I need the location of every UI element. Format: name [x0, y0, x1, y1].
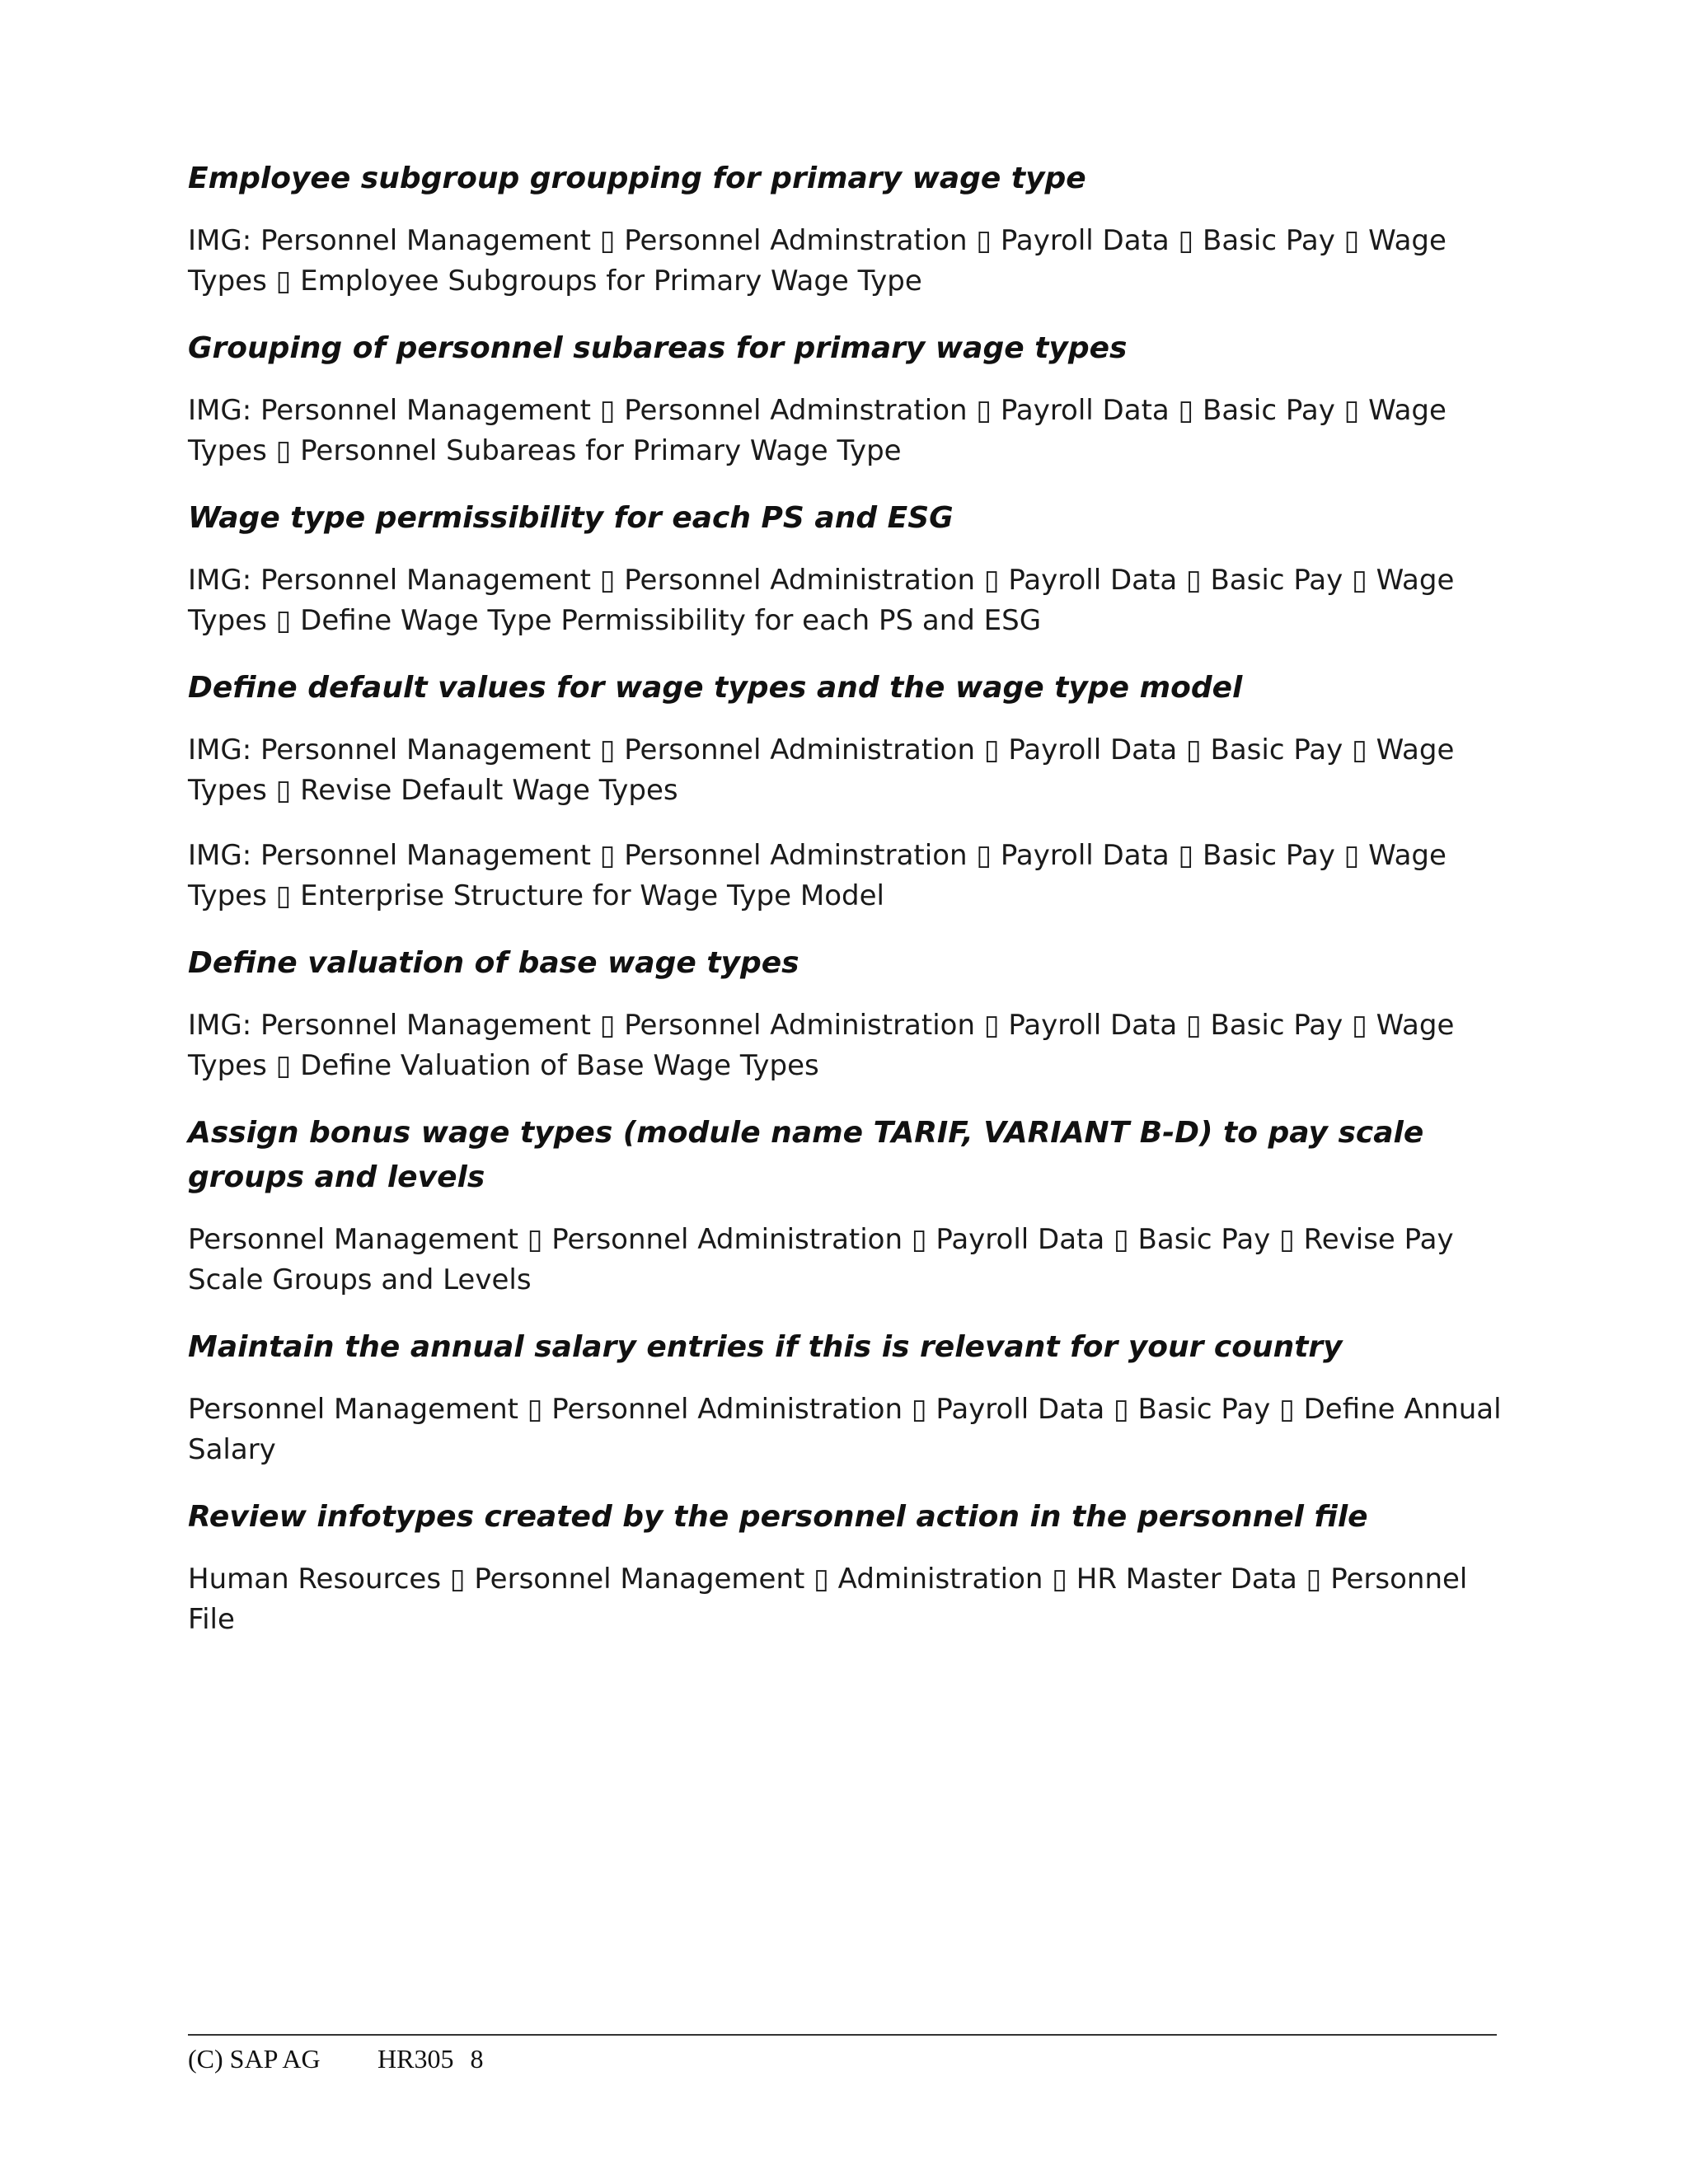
- menu-path: Personnel Management ▯ Personnel Administration ▯ Payroll Data ▯ Basic Pay ▯ Define Annual Salary: [188, 1393, 1502, 1466]
- section: [188, 1111, 1507, 1301]
- menu-path: IMG: Personnel Management ▯ Personnel Administration ▯ Payroll Data ▯ Basic Pay ▯ Wage Types ▯ Revise Default Wage Types: [188, 733, 1455, 807]
- section: [188, 1325, 1507, 1470]
- section: [188, 157, 1507, 302]
- section-heading: Maintain the annual salary entries if this is relevant for your country: [188, 1330, 1343, 1364]
- section: [188, 326, 1507, 471]
- document-body: [188, 157, 1507, 1665]
- section: [188, 666, 1507, 916]
- footer-copyright: (C) SAP AG: [188, 2044, 321, 2074]
- footer-course-code: HR305: [377, 2044, 454, 2074]
- section-heading: Define default values for wage types and the wage type model: [188, 671, 1243, 705]
- section-heading: Employee subgroup groupping for primary wage type: [188, 162, 1086, 195]
- menu-path: IMG: Personnel Management ▯ Personnel Adminstration ▯ Payroll Data ▯ Basic Pay ▯ Wage Types ▯ Employee Subgroups for Primary Wage Type: [188, 224, 1447, 298]
- section: [188, 941, 1507, 1086]
- section: [188, 496, 1507, 641]
- menu-path: Personnel Management ▯ Personnel Administration ▯ Payroll Data ▯ Basic Pay ▯ Revise Pay Scale Groups and Levels: [188, 1223, 1454, 1296]
- menu-path: IMG: Personnel Management ▯ Personnel Adminstration ▯ Payroll Data ▯ Basic Pay ▯ Wage Types ▯ Personnel Subareas for Primary Wage Type: [188, 394, 1447, 467]
- footer-page-number: 8: [470, 2044, 484, 2074]
- section-heading: Define valuation of base wage types: [188, 946, 799, 980]
- section-heading: Grouping of personnel subareas for primary wage types: [188, 331, 1128, 365]
- section-heading: Assign bonus wage types (module name TARIF, VARIANT B-D) to pay scale groups and levels: [188, 1116, 1424, 1194]
- menu-path: Human Resources ▯ Personnel Management ▯ Administration ▯ HR Master Data ▯ Personnel File: [188, 1563, 1468, 1636]
- section-heading: Wage type permissibility for each PS and ESG: [188, 501, 954, 535]
- section: [188, 1495, 1507, 1640]
- menu-path: IMG: Personnel Management ▯ Personnel Administration ▯ Payroll Data ▯ Basic Pay ▯ Wage Types ▯ Define Wage Type Permissibility for each PS and ESG: [188, 564, 1455, 637]
- page-footer: [188, 2034, 1497, 2075]
- menu-path: IMG: Personnel Management ▯ Personnel Adminstration ▯ Payroll Data ▯ Basic Pay ▯ Wage Types ▯ Enterprise Structure for Wage Type Model: [188, 839, 1447, 912]
- menu-path: IMG: Personnel Management ▯ Personnel Administration ▯ Payroll Data ▯ Basic Pay ▯ Wage Types ▯ Define Valuation of Base Wage Types: [188, 1009, 1455, 1082]
- section-heading: Review infotypes created by the personnel action in the personnel file: [188, 1500, 1368, 1534]
